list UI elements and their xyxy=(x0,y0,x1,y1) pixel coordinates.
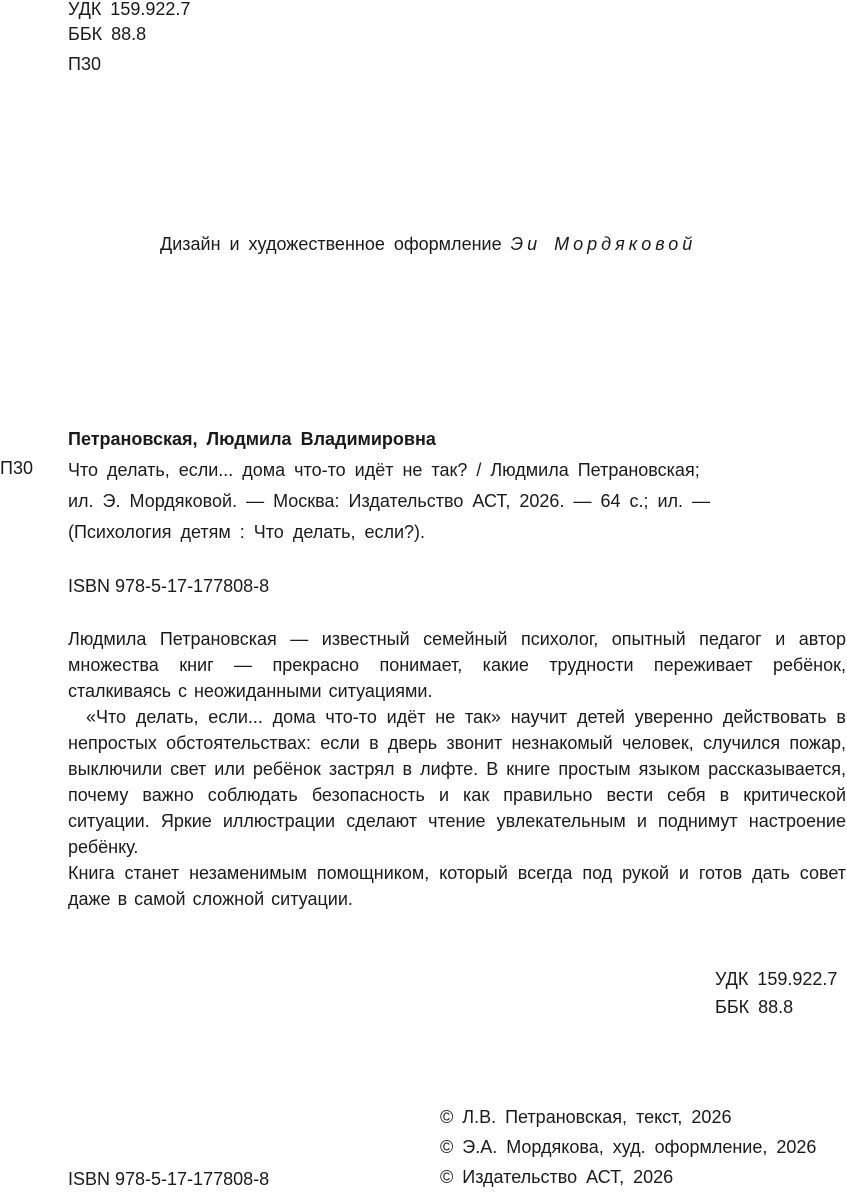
copyright-publisher: © Издательство АСТ, 2026 xyxy=(440,1167,674,1187)
bbk-code-bottom: ББК 88.8 xyxy=(715,997,794,1017)
annotation-paragraph-3: Книга станет незаменимым помощником, который всегда под рукой и готов дать совет даже в самой сложной ситуации. xyxy=(68,863,846,909)
illustrator-name: Эи Мордяковой xyxy=(510,234,697,254)
copyright-design: © Э.А. Мордякова, худ. оформление, 2026 xyxy=(440,1137,817,1157)
isbn-bottom: ISBN 978-5-17-177808-8 xyxy=(68,1169,270,1189)
bibliographic-line: ил. Э. Мордяковой. — Москва: Издательство АСТ, 2026. — 64 с.; ил. — xyxy=(68,491,711,511)
design-credit xyxy=(160,231,696,257)
isbn-top: ISBN 978-5-17-177808-8 xyxy=(68,576,270,596)
bibliographic-description xyxy=(68,455,710,548)
design-credit-label: Дизайн и художественное оформление xyxy=(160,234,502,254)
author-mark-top: П30 xyxy=(68,54,101,74)
annotation-paragraph-2: «Что делать, если... дома что-то идёт не так» научит детей уверенно действовать в непростых обстоятельствах: если в дверь звонит незнакомый человек, случился пожар, выключили свет или ребёнок застрял в лифте. В книге простым языком рассказывается, почему важно соблюдать безопасность и как правильно вести себя в критической ситуации. Яркие иллюстрации сделают чтение увлекательным и поднимут настроение ребёнку. xyxy=(68,707,846,857)
author-mark-margin: П30 xyxy=(0,458,33,478)
author-heading: Петрановская, Людмила Владимировна xyxy=(68,429,436,449)
bibliographic-line: Что делать, если... дома что-то идёт не так? / Людмила Петрановская; xyxy=(68,460,700,480)
bibliographic-line: (Психология детям : Что делать, если?). xyxy=(68,522,426,542)
udk-code-bottom: УДК 159.922.7 xyxy=(715,969,838,989)
bbk-code-top: ББК 88.8 xyxy=(68,24,147,44)
udk-code-top: УДК 159.922.7 xyxy=(68,0,191,19)
annotation-paragraph-1: Людмила Петрановская — известный семейный психолог, опытный педагог и автор множества книг — прекрасно понимает, какие трудности переживает ребёнок, сталкиваясь с неожиданными ситуациями. xyxy=(68,629,846,701)
copyright-text: © Л.В. Петрановская, текст, 2026 xyxy=(440,1107,732,1127)
annotation xyxy=(68,626,846,912)
